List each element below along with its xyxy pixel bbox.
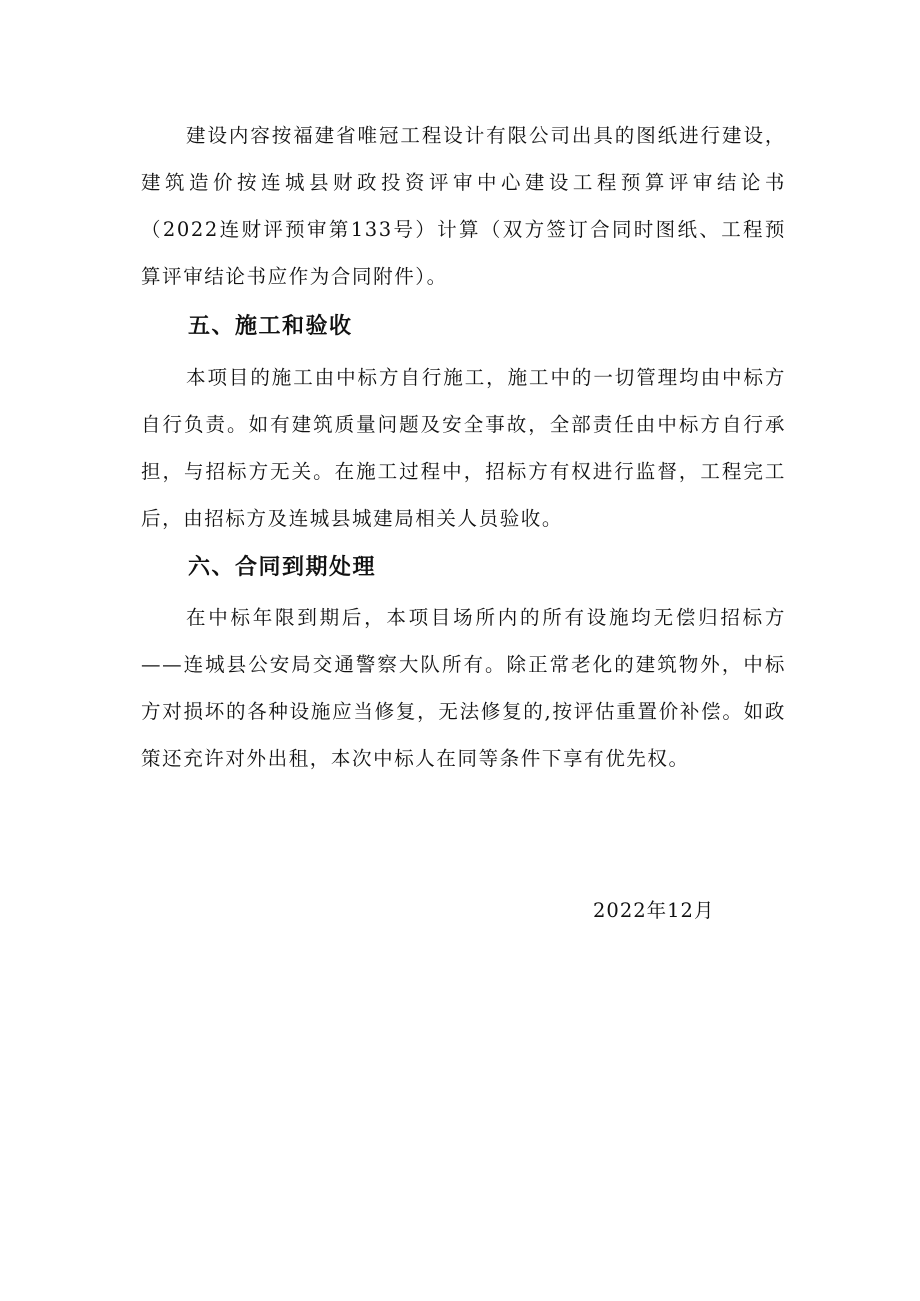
paragraph-contract-expiry: 在中标年限到期后，本项目场所内的所有设施均无偿归招标方——连城县公安局交通警察大队所有。除正常老化的建筑物外，中标方对损坏的各种设施应当修复，无法修复的,按评估重置价补偿。如政策还充许对外出租，本次中标人在同等条件下享有优先权。 <box>141 606 786 770</box>
section-heading-contract-expiry: 六、合同到期处理 <box>188 555 377 580</box>
document-date: 2022年12月 <box>593 899 715 922</box>
paragraph-construction-acceptance: 本项目的施工由中标方自行施工，施工中的一切管理均由中标方自行负责。如有建筑质量问题及安全事故，全部责任由中标方自行承担，与招标方无关。在施工过程中，招标方有权进行监督，工程完工后，由招标方及连城县城建局相关人员验收。 <box>141 366 786 530</box>
section-heading-construction-acceptance: 五、施工和验收 <box>188 314 353 339</box>
paragraph-construction-content: 建设内容按福建省唯冠工程设计有限公司出具的图纸进行建设，建筑造价按连城县财政投资评审中心建设工程预算评审结论书（2022连财评预审第133号）计算（双方签订合同时图纸、工程预算评审结论书应作为合同附件）。 <box>141 124 786 288</box>
